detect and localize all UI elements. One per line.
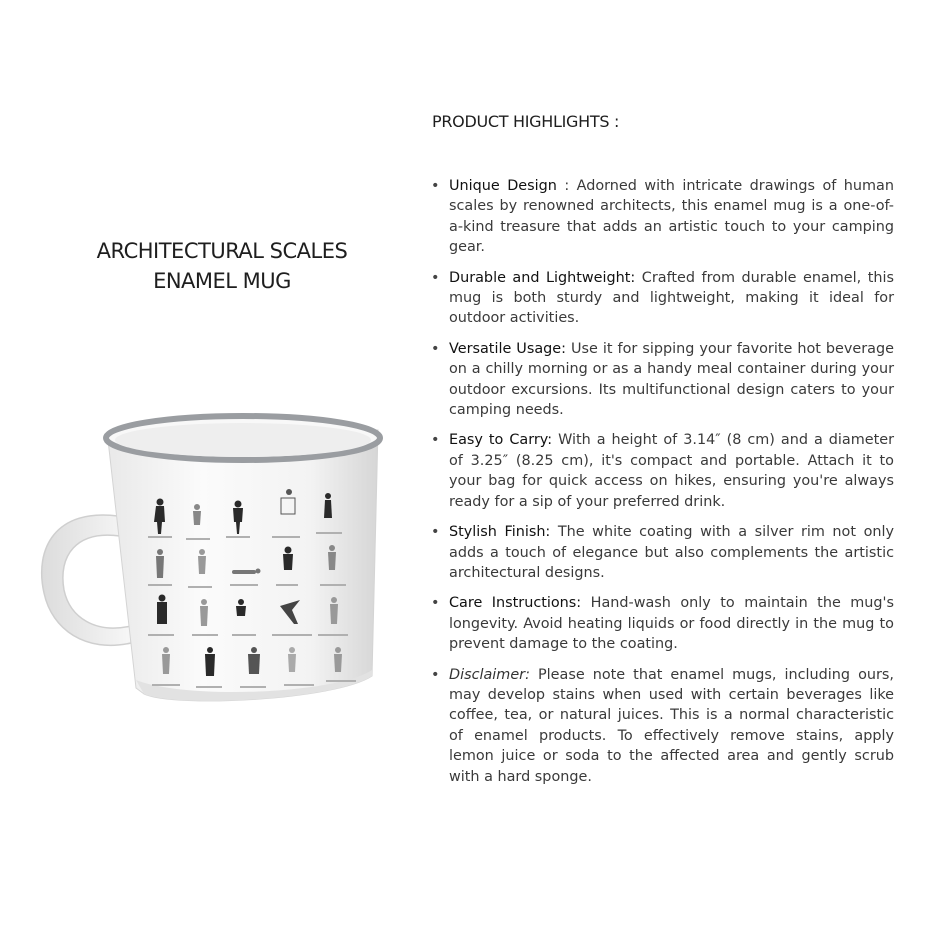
highlight-text: Crafted from durable enamel, this mug is both sturdy and lightweight, making it ideal for outdoor activities. [449, 269, 894, 327]
highlight-item-disclaimer [431, 665, 894, 787]
bullet-icon: • [431, 595, 440, 612]
highlight-item-care [431, 593, 894, 654]
highlight-text: With a height of 3.14″ (8 cm) and a diameter of 3.25″ (8.25 cm), it's compact and portable. Attach it to your bag for quick access on hikes, ensuring you're always ready for a sip of your preferred drink. [449, 432, 894, 510]
product-title [48, 236, 396, 296]
highlight-item-stylish-finish [431, 522, 894, 583]
highlight-item-unique-design [431, 176, 894, 258]
bullet-icon: • [431, 340, 440, 357]
highlight-item-versatile [431, 339, 894, 421]
highlight-text: The white coating with a silver rim not only adds a touch of elegance but also complements the artistic architectural designs. [449, 524, 895, 581]
highlight-lead: Care Instructions: [449, 595, 582, 612]
highlights-list [431, 176, 894, 797]
product-title-line-1: ARCHITECTURAL SCALES [96, 239, 348, 263]
highlight-lead: Durable and Lightweight: [449, 269, 636, 286]
product-title-line-2: ENAMEL MUG [153, 269, 291, 293]
highlight-text: Use it for sipping your favorite hot beverage on a chilly morning or as a handy meal container during your outdoor excursions. Its multifunctional design caters to your camping needs. [449, 340, 894, 419]
bullet-icon: • [431, 432, 440, 449]
highlight-lead: Versatile Usage: [449, 340, 566, 357]
mug-handle [42, 515, 131, 645]
highlight-item-durable [431, 268, 894, 329]
highlight-lead: Easy to Carry: [449, 432, 553, 449]
highlights-heading: PRODUCT HIGHLIGHTS : [432, 112, 620, 131]
bullet-icon: • [431, 178, 440, 194]
highlight-lead: Disclaimer: [449, 666, 530, 683]
highlight-text: Please note that enamel mugs, including ours, may develop stains when used with certain beverages like coffee, tea, or natural juices. This is a normal characteristic of enamel products. To effectively remove stains, apply lemon juice or soda to the affected area and gently scrub with a hard sponge. [449, 666, 894, 785]
highlight-lead: Unique Design [449, 178, 557, 194]
bullet-icon: • [431, 269, 440, 286]
bullet-icon: • [431, 524, 440, 541]
bullet-icon: • [431, 666, 440, 683]
highlight-item-easy-to-carry [431, 430, 894, 512]
mug-image [36, 408, 386, 718]
highlight-text: Hand-wash only to maintain the mug's longevity. Avoid heating liquids or food directly in the mug to prevent damage to the coating. [449, 595, 894, 653]
highlight-lead: Stylish Finish: [449, 524, 551, 541]
enamel-mug-illustration [36, 408, 386, 718]
highlight-text: : Adorned with intricate drawings of human scales by renowned architects, this enamel mug is a one-of-a-kind treasure that adds an artistic touch to your camping gear. [449, 178, 894, 256]
